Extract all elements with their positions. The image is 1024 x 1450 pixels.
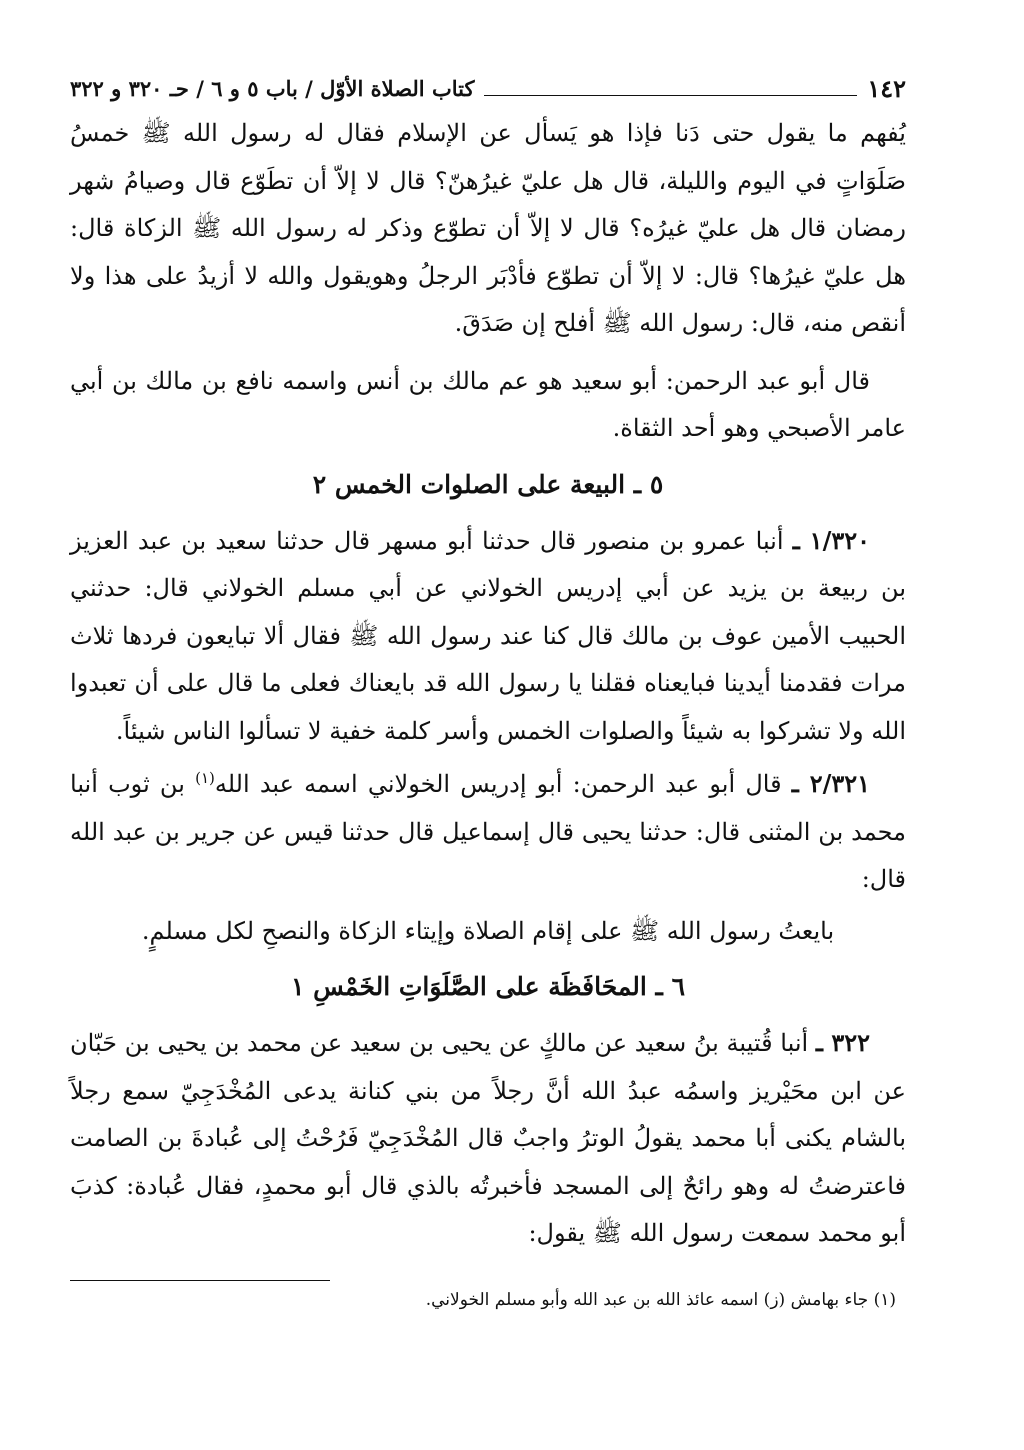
hadith-321 [70,755,906,904]
page-number: ١٤٢ [867,74,906,103]
hadith-number-321: ٢/٣٢١ ـ [791,769,871,798]
footnote: (١) جاء بهامش (ز) اسمه عائذ الله بن عبد الله وأبو مسلم الخولاني. [425,1289,896,1310]
hadith-320-text: أنبا عمرو بن منصور قال حدثنا أبو مسهر قال حدثنا سعيد بن عبد العزيز بن ربيعة بن يزيد عن أبي إدريس الخولاني عن أبي مسلم الخولاني قال: حدثني الحبيب الأمين عوف بن مالك قال كنا عند رسول الله ﷺ فقال ألا تبايعون فردها ثلاث مرات فقدمنا أيدينا فبايعناه فقلنا يا رسول الله قد بايعناك فعلى ما قال على أن تعبدوا الله ولا تشركوا به شيئاً والصلوات الخمس وأسر كلمة خفية لا تسألوا الناس شيئاً. [70,526,906,745]
header-rule [484,95,857,96]
hadith-321-text-a: قال أبو عبد الرحمن: أبو إدريس الخولاني اسمه عبد الله [214,770,782,798]
running-header [70,70,906,104]
hadith-321-quote: بايعتُ رسول الله ﷺ على إقام الصلاة وإيتاء الزكاة والنصحِ لكل مسلمٍ. [141,916,835,945]
footnote-marker: (١) [195,769,215,787]
hadith-322 [70,1019,906,1258]
hadith-number-322: ٣٢٢ ـ [815,1028,871,1057]
section-heading-6: ٦ ـ المحَافَظَة على الصَّلَوَاتِ الخَمْسِ ١ [290,972,686,1001]
running-title: كتاب الصلاة الأوّل / باب ٥ و ٦ / حـ ٣٢٠ و ٣٢٢ [70,76,475,101]
footnote-divider [70,1280,330,1281]
hadith-320 [70,517,906,756]
hadith-321-text-b: بن ثوب أنبا محمد بن المثنى قال: حدثنا يحيى قال إسماعيل قال حدثنا قيس عن جرير بن عبد الله قال: [70,770,907,893]
hadith-322-text: أنبا قُتيبة بنُ سعيد عن مالكٍ عن يحيى بن سعيد عن محمد بن يحيى بن حَبّان عن ابن محَيْريز واسمُه عبدُ الله أنَّ رجلاً من بني كنانة يدعى المُخْدَجِيّ سمع رجلاً بالشام يكنى أبا محمد يقولُ الوترُ واجبٌ قال المُخْدَجِيّ فَرُحْتُ إلى عُبادةَ بن الصامت فاعترضتُ له وهو رائحٌ إلى المسجد فأخبرتُه بالذي قال أبو محمدٍ، فقال عُبادة: كذبَ أبو محمد سمعت رسول الله ﷺ يقول: [70,1029,907,1247]
paragraph-commentary: قال أبو عبد الرحمن: أبو سعيد هو عم مالك بن أنس واسمه نافع بن مالك بن أبي عامر الأصبحي وهو أحد الثقاة. [70,366,906,442]
hadith-number-320: ١/٣٢٠ ـ [792,525,870,555]
paragraph-continued: يُفهم ما يقول حتى دَنا فإذا هو يَسأل عن الإسلام فقال له رسول الله ﷺ خمسُ صَلَوَاتٍ في اليوم والليلة، قال هل عليّ غيرُهنّ؟ قال لا إلاّ أن تطَوّع قال وصيامُ شهر رمضان قال هل عليّ غيرُه؟ قال لا إلاّ أن تطوّع وذكر له رسول الله ﷺ الزكاة قال: هل عليّ غيرُها؟ قال: لا إلاّ أن تطوّع فأدْبَر الرجلُ وهويقول والله لا أزيدُ على هذا ولا أنقص منه، قال: رسول الله ﷺ أفلح إن صَدَقَ. [70,119,906,337]
book-page [70,70,906,1430]
section-heading-5: ٥ ـ البيعة على الصلوات الخمس ٢ [312,469,664,499]
